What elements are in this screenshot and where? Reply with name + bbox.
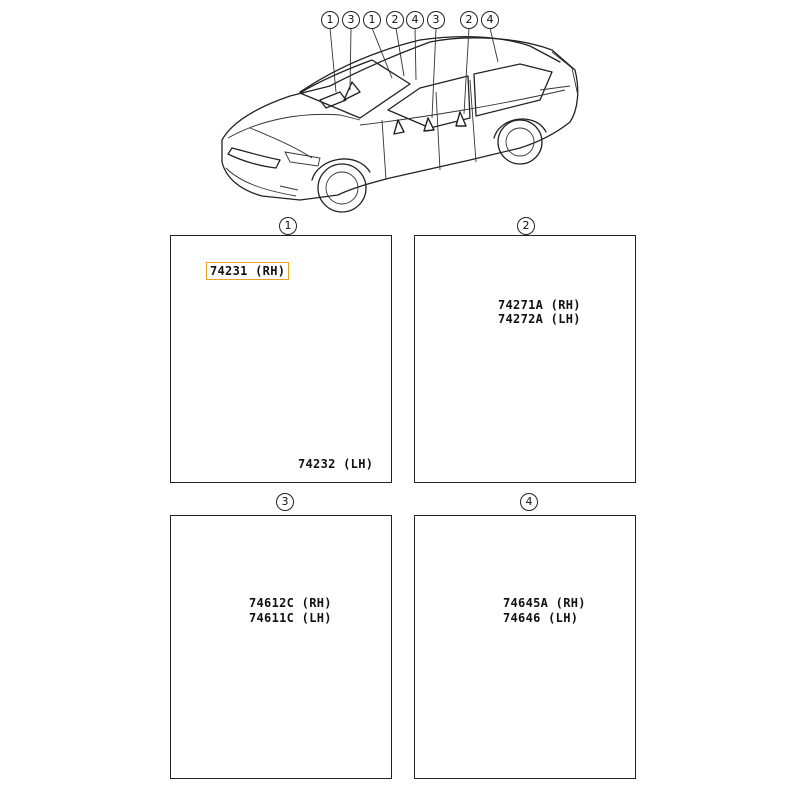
- part-number-74612c[interactable]: 74612C (RH): [249, 596, 332, 610]
- panel-1-callout: 1: [279, 217, 297, 235]
- part-number-74271a[interactable]: 74271A (RH): [498, 298, 581, 312]
- car-callout-3a: 3: [342, 11, 360, 29]
- part-number-74645a[interactable]: 74645A (RH): [503, 596, 586, 610]
- panel-4: [414, 515, 636, 779]
- panel-3: [170, 515, 392, 779]
- part-number-74232[interactable]: 74232 (LH): [298, 457, 374, 471]
- panel-4-callout: 4: [520, 493, 538, 511]
- car-callout-4b: 4: [481, 11, 499, 29]
- part-number-74272a[interactable]: 74272A (LH): [498, 312, 581, 326]
- car-callout-1a: 1: [321, 11, 339, 29]
- car-callout-2b: 2: [460, 11, 478, 29]
- part-number-74646[interactable]: 74646 (LH): [503, 611, 579, 625]
- part-number-74611c[interactable]: 74611C (LH): [249, 611, 332, 625]
- car-callout-4a: 4: [406, 11, 424, 29]
- panel-2-callout: 2: [517, 217, 535, 235]
- car-callout-1b: 1: [363, 11, 381, 29]
- panel-3-callout: 3: [276, 493, 294, 511]
- panel-2: [414, 235, 636, 483]
- part-number-74231[interactable]: 74231 (RH): [206, 262, 289, 280]
- car-callout-2a: 2: [386, 11, 404, 29]
- car-callout-3b: 3: [427, 11, 445, 29]
